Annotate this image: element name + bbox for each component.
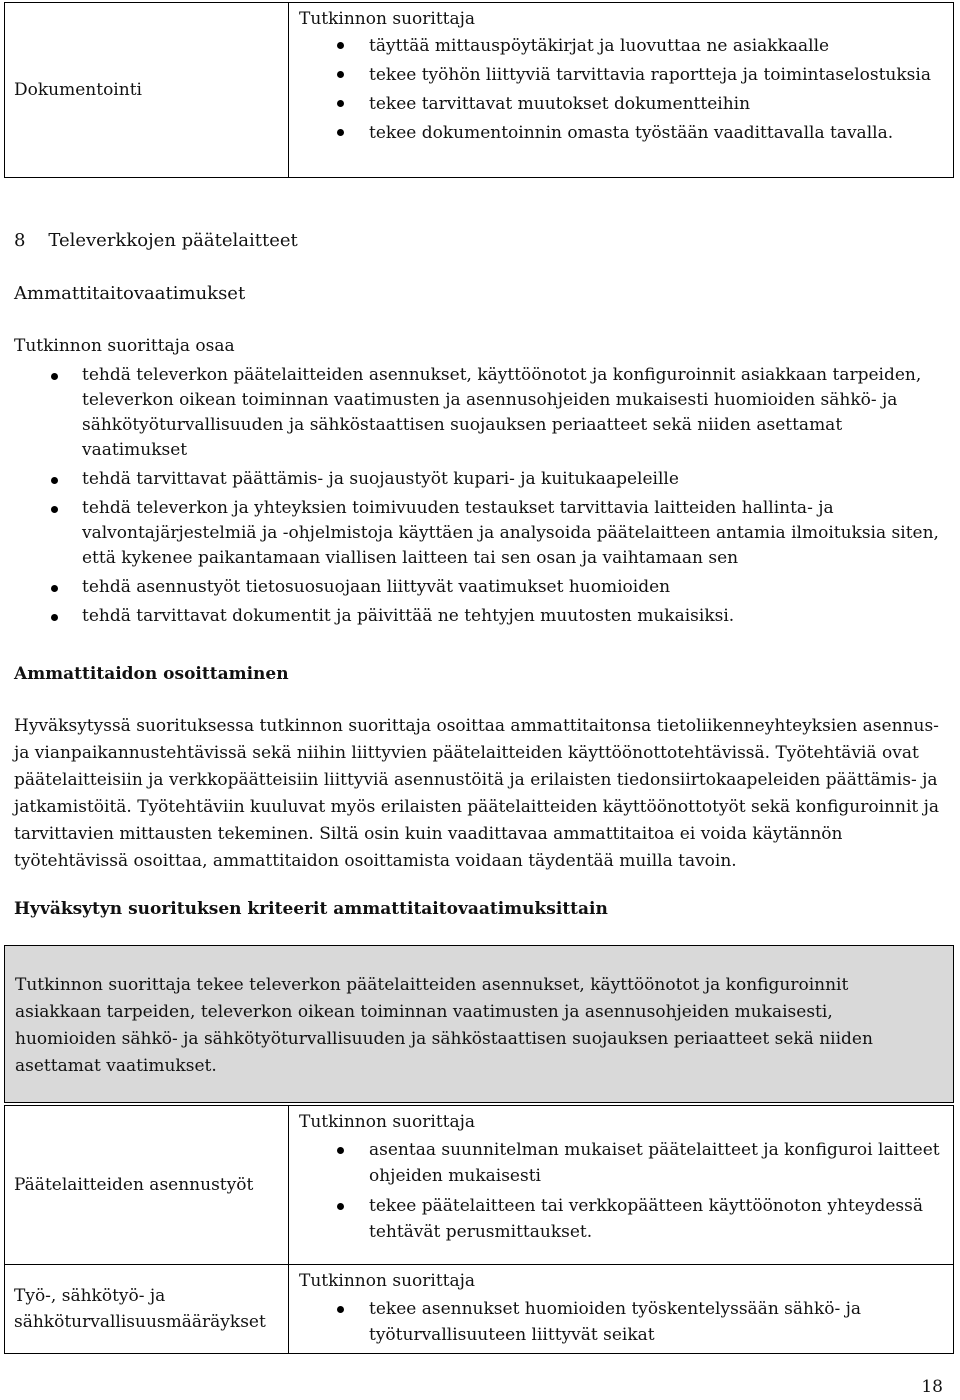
list-item: asentaa suunnitelman mukaiset päätelaitteet ja konfiguroi laitteet ohjeiden mukaisesti bbox=[299, 1137, 945, 1189]
row-lead: Tutkinnon suorittaja bbox=[299, 9, 476, 29]
criteria-row-content bbox=[289, 1106, 954, 1265]
list-item: tekee dokumentoinnin omasta työstään vaadittavalla tavalla. bbox=[299, 119, 945, 148]
documentation-list bbox=[299, 32, 945, 148]
page-number: 18 bbox=[921, 1377, 943, 1397]
documentation-label bbox=[5, 3, 289, 178]
row-label: Työ-, sähkötyö- ja sähköturvallisuusmääräykset bbox=[14, 1286, 266, 1332]
requirements-list bbox=[14, 363, 949, 633]
documentation-content bbox=[289, 3, 954, 178]
list-item: tekee päätelaitteen tai verkkopäätteen käyttöönoton yhteydessä tehtävät perusmittaukset. bbox=[299, 1193, 945, 1245]
list-item: tekee tarvittavat muutokset dokumentteihin bbox=[299, 90, 945, 119]
criteria-row-label bbox=[5, 1106, 289, 1265]
list-item: tekee työhön liittyviä tarvittavia raportteja ja toimintaselostuksia bbox=[299, 61, 945, 90]
list-item: tehdä tarvittavat päättämis- ja suojaustyöt kupari- ja kuitukaapeleille bbox=[14, 467, 949, 492]
criteria-list bbox=[299, 1296, 945, 1348]
criteria-row-content bbox=[289, 1265, 954, 1354]
list-item: tehdä asennustyöt tietosuosuojaan liittyvät vaatimukset huomioiden bbox=[14, 575, 949, 600]
requirements-heading: Ammattitaitovaatimukset bbox=[14, 283, 246, 304]
row-lead: Tutkinnon suorittaja bbox=[299, 1271, 476, 1291]
demonstration-heading: Ammattitaidon osoittaminen bbox=[14, 664, 289, 684]
demonstration-text: Hyväksytyssä suorituksessa tutkinnon suorittaja osoittaa ammattitaitonsa tietoliikenneyhteyksien asennus- ja vianpaikannustehtävissä sekä niihin liittyvien päätelaitteiden käyttöönottotehtävissä. Työtehtäviä ovat päätelaitteisiin ja verkkopäätteisiin liittyviä asennustöitä ja erilaisten tiedonsiirtokaapeleiden päättämis- ja jatkamistöitä. Työtehtäviin kuuluvat myös erilaisten päätelaitteiden käyttöönottotyöt sekä konfiguroinnit ja tarvittavien mittausten tekeminen. Siltä osin kuin vaadittavaa ammattitaitoa ei voida käytännön työtehtävissä osoittaa, ammattitaidon osoittamista voidaan täydentää muilla tavoin. bbox=[14, 716, 940, 871]
row-label: Päätelaitteiden asennustyöt bbox=[14, 1175, 254, 1195]
list-item: tehdä tarvittavat dokumentit ja päivittää ne tehtyjen muutosten mukaisiksi. bbox=[14, 604, 949, 629]
criteria-list bbox=[299, 1137, 945, 1245]
criteria-heading: Hyväksytyn suorituksen kriteerit ammattitaitovaatimuksittain bbox=[14, 899, 608, 919]
list-item: tehdä televerkon ja yhteyksien toimivuuden testaukset tarvittavia laitteiden hallinta- ja valvontajärjestelmiä ja -ohjelmistoja käyttäen ja analysoida päätelaitteen antamia ilmoituksia siten, että kykenee paikantamaan viallisen laitteen tai sen osan ja vaihtamaan sen bbox=[14, 496, 949, 571]
row-label: Dokumentointi bbox=[14, 80, 142, 100]
list-item: tekee asennukset huomioiden työskentelyssään sähkö- ja työturvallisuuteen liittyvät seikat bbox=[299, 1296, 945, 1348]
list-item: tehdä televerkon päätelaitteiden asennukset, käyttöönotot ja konfiguroinnit asiakkaan tarpeiden, televerkon oikean toiminnan vaatimusten ja asennusohjeiden mukaisesti huomioiden sähkö- ja sähkötyöturvallisuuden ja sähköstaattisen suojauksen periaatteet sekä niiden asettamat vaatimukset bbox=[14, 363, 949, 463]
documentation-table bbox=[4, 2, 954, 178]
criteria-table bbox=[4, 1105, 954, 1354]
list-item: täyttää mittauspöytäkirjat ja luovuttaa ne asiakkaalle bbox=[299, 32, 945, 61]
requirements-lead: Tutkinnon suorittaja osaa bbox=[14, 336, 235, 356]
criteria-summary-box bbox=[4, 945, 954, 1103]
section-title: 8 Televerkkojen päätelaitteet bbox=[14, 230, 298, 251]
row-lead: Tutkinnon suorittaja bbox=[299, 1112, 476, 1132]
criteria-summary: Tutkinnon suorittaja tekee televerkon päätelaitteiden asennukset, käyttöönotot ja konfiguroinnit asiakkaan tarpeiden, televerkon oikean toiminnan vaatimusten ja asennusohjeiden mukaisesti, huomioiden sähkö- ja sähkötyöturvallisuuden ja sähköstaattisen suojauksen periaatteet sekä niiden asettamat vaatimukset. bbox=[15, 975, 873, 1076]
criteria-row-label bbox=[5, 1265, 289, 1354]
